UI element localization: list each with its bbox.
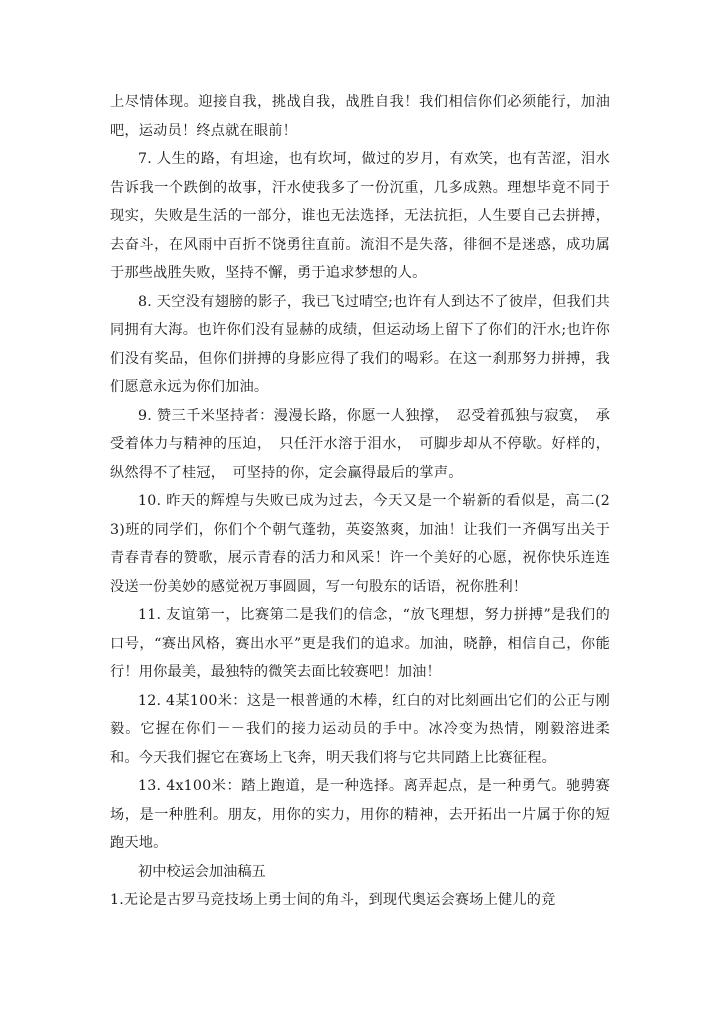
paragraph-last: 1.无论是古罗马竞技场上勇士间的角斗，到现代奥运会赛场上健儿的竞 [110, 892, 556, 908]
paragraph-item-10: 10. 昨天的辉煌与失败已成为过去，今天又是一个崭新的看似是，高二(23)班的同学们，你们个个朝气蓬勃，英姿煞爽，加油！让我们一齐偶写出关于青春青春的赞歌，展示青春的活力和风采！许一个美好的心愿，祝你快乐连连没送一份美妙的感觉祝万事圆圆，写一句股东的话语，祝你胜利！ [110, 493, 610, 595]
paragraph-0: 上尽情体现。迎接自我，挑战自我，战胜自我！我们相信你们必须能行，加油吧，运动员！终点就在眼前！ [110, 94, 610, 139]
paragraph-item-12: 12. 4某100米：这是一根普通的木棒，红白的对比刻画出它们的公正与刚毅。它握在你们－－我们的接力运动员的手中。冰冷变为热情，刚毅溶进柔和。今天我们握它在赛场上飞奔，明天我们将与它共同踏上比赛征程。 [110, 692, 610, 766]
paragraph-item-7: 7. 人生的路，有坦途，也有坎坷，做过的岁月，有欢笑，也有苦涩，泪水告诉我一个跌倒的故事，汗水使我多了一份沉重，几多成熟。理想毕竟不同于现实，失败是生活的一部分，谁也无法选择，无法抗拒，人生要自己去拼搏，去奋斗，在风雨中百折不饶勇往直前。流泪不是失落，徘徊不是迷惑，成功属于那些战胜失败，坚持不懈，勇于追求梦想的人。 [110, 151, 610, 281]
paragraph-item-11: 11. 友谊第一，比赛第二是我们的信念，“放飞理想，努力拼搏”是我们的口号，“赛出风格，赛出水平”更是我们的追求。加油，晓静，相信自己，你能行！用你最美，最独特的微笑去面比较赛吧！加油！ [110, 607, 610, 680]
paragraph-item-8: 8. 天空没有翅膀的影子，我已飞过晴空;也许有人到达不了彼岸，但我们共同拥有大海。也许你们没有显赫的成绩，但运动场上留下了你们的汗水;也许你们没有奖品，但你们拼搏的身影应得了我们的喝彩。在这一刹那努力拼搏，我们愿意永远为你们加油。 [110, 293, 610, 395]
paragraph-item-13: 13. 4x100米：踏上跑道，是一种选择。离弄起点，是一种勇气。驰骋赛场，是一种胜利。朋友，用你的实力，用你的精神，去开拓出一片属于你的短跑天地。 [110, 778, 610, 851]
paragraph-item-9: 9. 赞三千米坚持者：漫漫长路，你愿一人独撑， 忍受着孤独与寂寞， 承受着体力与精神的压迫， 只任汗水溶于泪水， 可脚步却从不停歇。好样的，纵然得不了桂冠， 可坚持的你，定会赢得最后的掌声。 [110, 407, 610, 481]
section-heading: 初中校运会加油稿五 [138, 863, 266, 880]
document-page [110, 88, 610, 915]
